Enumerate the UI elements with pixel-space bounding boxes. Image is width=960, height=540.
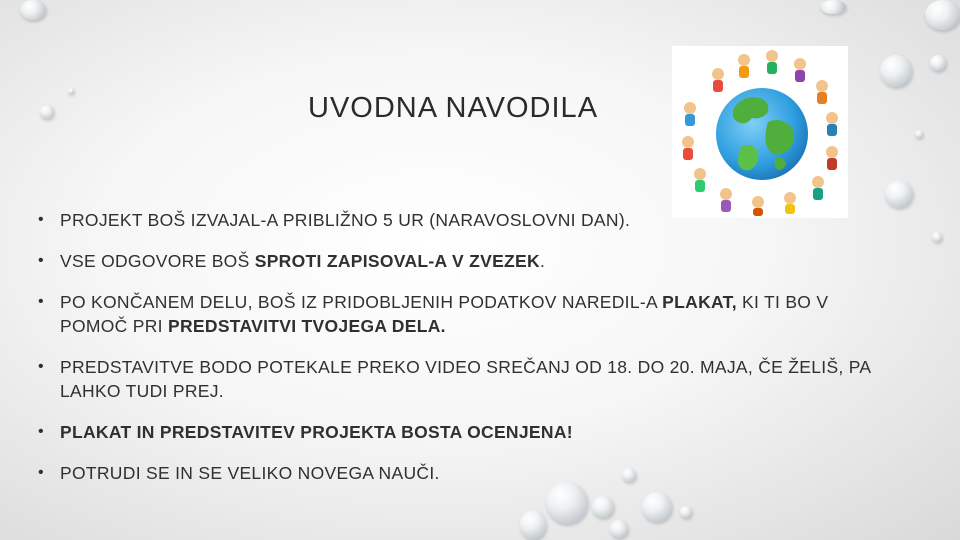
globe-illustration bbox=[672, 46, 848, 218]
water-drop bbox=[68, 88, 74, 94]
globe-with-children-icon bbox=[672, 46, 848, 218]
bullet-text: PO KONČANEM DELU, BOŠ IZ PRIDOBLJENIH PODATKOV NAREDIL-A bbox=[60, 292, 663, 312]
water-drop bbox=[930, 55, 946, 71]
water-drop bbox=[820, 0, 846, 14]
water-drop bbox=[915, 130, 923, 138]
water-drop bbox=[40, 105, 54, 119]
bullet-item bbox=[38, 461, 878, 485]
bullet-list bbox=[38, 208, 878, 502]
bullet-text: PREDSTAVITVE BODO POTEKALE PREKO VIDEO SREČANJ OD 18. DO 20. MAJA, ČE ŽELIŠ, PA LAHKO TUDI PREJ. bbox=[60, 357, 871, 401]
water-drop bbox=[680, 506, 692, 518]
bullet-text: . bbox=[539, 251, 546, 271]
bullet-item bbox=[38, 249, 878, 273]
bullet-text: KI TI BO V POMOČ PRI bbox=[60, 292, 829, 336]
bullet-text-bold: PLAKAT, bbox=[662, 292, 737, 312]
water-drop bbox=[932, 232, 942, 242]
bullet-text: PROJEKT BOŠ IZVAJAL-A PRIBLIŽNO 5 UR (NARAVOSLOVNI DAN). bbox=[60, 210, 631, 230]
bullet-text-bold: PLAKAT IN PREDSTAVITEV PROJEKTA BOSTA OCENJENA! bbox=[60, 422, 573, 442]
bullet-text-bold: PREDSTAVITVI TVOJEGA DELA. bbox=[168, 316, 446, 336]
water-drop bbox=[20, 0, 46, 20]
bullet-item bbox=[38, 355, 878, 403]
water-drop bbox=[880, 55, 912, 87]
bullet-item bbox=[38, 420, 878, 444]
water-drop bbox=[610, 520, 628, 538]
bullet-text: VSE ODGOVORE BOŠ bbox=[60, 251, 255, 271]
water-drop bbox=[925, 0, 960, 30]
bullet-text: POTRUDI SE IN SE VELIKO NOVEGA NAUČI. bbox=[60, 463, 440, 483]
bullet-item bbox=[38, 290, 878, 338]
bullet-item bbox=[38, 208, 878, 232]
bullet-text-bold: SPROTI ZAPISOVAL-A V ZVEZEK bbox=[254, 251, 540, 271]
water-drop bbox=[885, 180, 913, 208]
water-drop bbox=[520, 510, 546, 540]
slide-title: UVODNA NAVODILA bbox=[308, 92, 599, 124]
